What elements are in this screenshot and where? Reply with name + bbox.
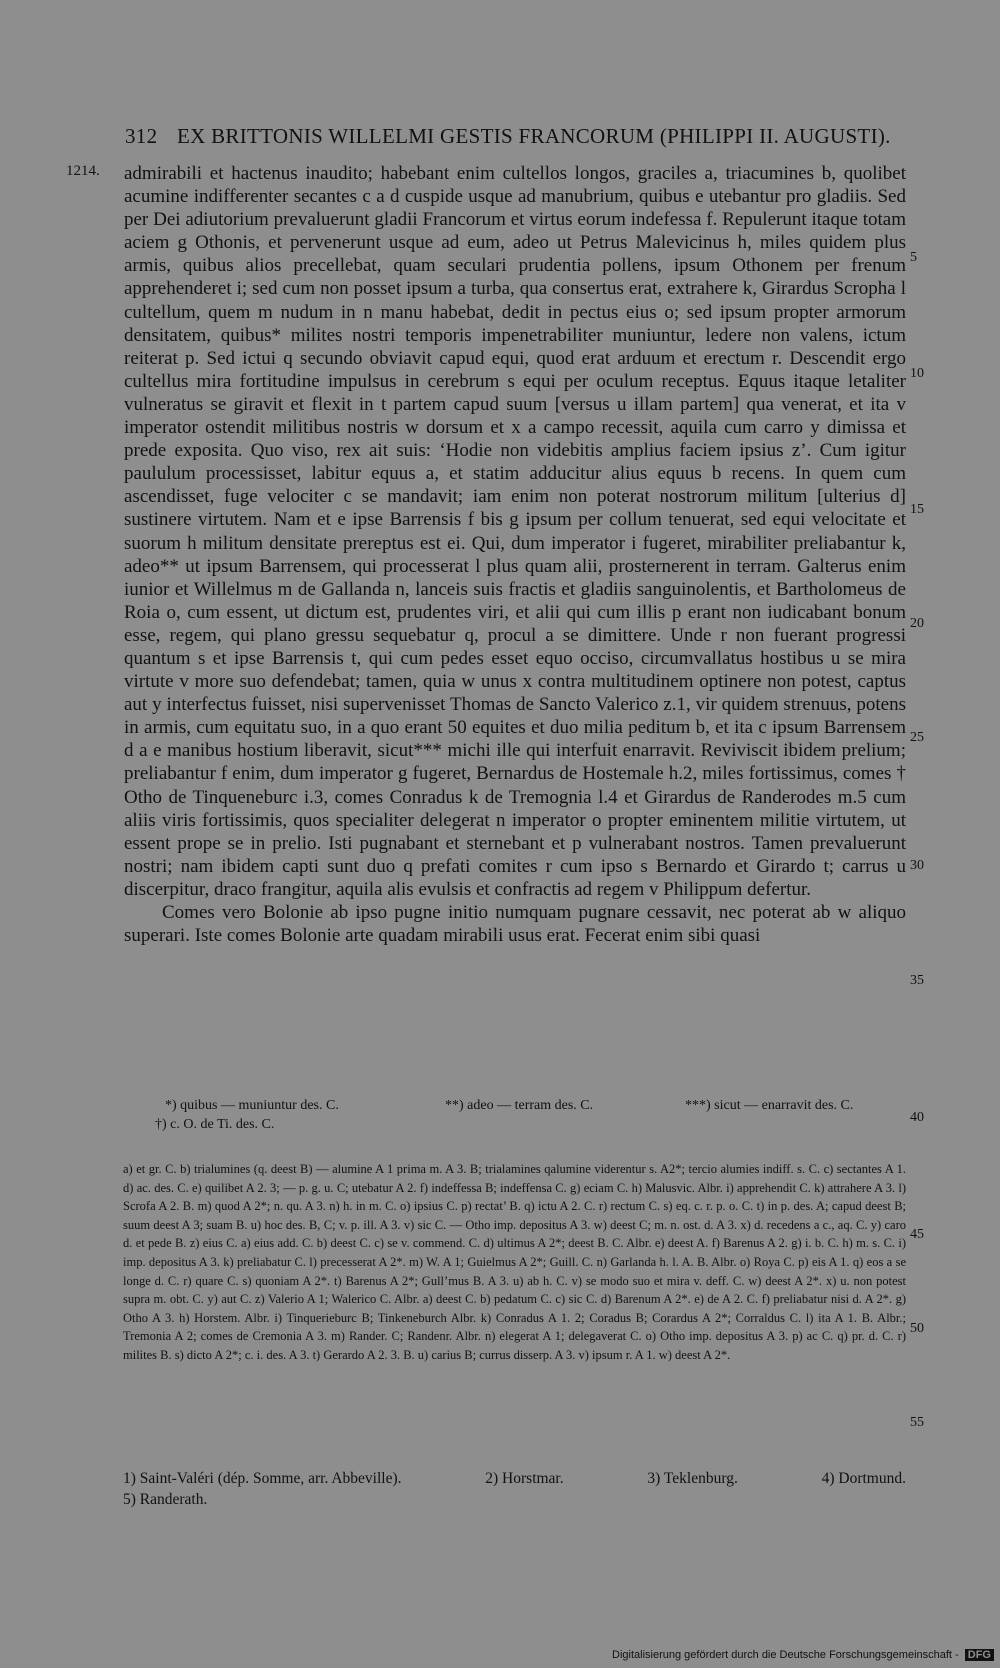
star-note: **) adeo — terram des. C. [445, 1098, 594, 1113]
line-number: 15 [910, 502, 924, 517]
main-paragraph-2: Comes vero Bolonie ab ipso pugne initio numquam pugnare cessavit, nec poterat ab w aliquo superari. Iste comes Bolonie arte quadam mirabili usus erat. Fecerat enim sibi quasi [124, 902, 906, 947]
line-number: 5 [910, 250, 917, 265]
line-number: 40 [910, 1110, 924, 1125]
footnotes [123, 1468, 906, 1510]
main-paragraph-1: admirabili et hactenus inaudito; habebant enim cultellos longos, graciles a, triacumines b, quolibet acumine indifferenter secantes c a d cuspide usque ad manubrium, quibus e utebantur pro gladiis. Sed per Dei adiutorium prevaluerunt gladii Francorum et virtus eorum indefessa f. Repulerunt itaque totam aciem g Othonis, et pervenerunt usque ad eum, adeo ut Petrus Malevicinus h, miles quidem plus armis, quibus alios precellebat, quam seculari prudentia pollens, ipsum Othonem per frenum apprehenderet i; sed cum non posset ipsum a turba, qua consertus erat, extrahere k, Girardus Scropha l cultellum, quem m nudum in n manu habebat, dedit in pectus eius o; sed ipsum propter armorum densitatem, quibus* milites nostri temporis impenetrabiliter muniuntur, ledere non valens, ictum reiterat p. Sed ictui q secundo obviavit capud equi, quod erat arduum et erectum r. Descendit ergo cultellus mira fortitudine impulsus in cerebrum s equi per oculum receptus. Equus itaque letaliter vulneratus se giravit et flexit in t partem capud suum [versus u illam partem] qua venerat, et ita v imperator ostendit militibus nostris w dorsum et x a campo recessit, aquila cum carro y dimissa et prede exposita. Quo viso, rex ait suis: ‘Hodie non videbitis amplius faciem ipsius z’. Cum igitur paululum processisset, labitur equus a, et statim adducitur alius equus b recens. In quem cum ascendisset, fuge velociter c se mandavit; iam enim non poterat nostrorum militum [ulterius d] sustinere virtutem. Nam et e ipse Barrensis f bis g ipsum per collum tenuerat, sed equi velocitate et suorum h militum densitate prereptus est ei. Qui, dum imperator i fugeret, mirabiliter preliabantur k, adeo** ut ipsum Barrensem, qui processerat l plus quam alii, prosternerent in terram. Galterus enim iunior et Willelmus m de Gallanda n, lanceis suis fractis et gladiis sanguinolentis, et Bartholomeus de Roia o, cum essent, ut dictum est, prudentes viri, et alii qui cum illis p erant non iudicabant bonum esse, regem, qui plano gressu sequebatur q, procul a se dimittere. Unde r non fuerant progressi quantum s et ipse Barrensis t, qui cum pedes esset equo occiso, circumvallatus hostibus u se mira virtute v more suo defendebat; tamen, quia w unus x contra multitudinem optinere non potest, captus aut y interfectus fuisset, nisi supervenisset Thomas de Sancto Valerico z.1, vir quidem strenuus, potens in armis, cum equitatu suo, in a quo erant 50 equites et duo milia peditum b, et ita c ipsum Barrensem d a e manibus hostium liberavit, sicut*** michi ille qui interfuit enarravit. Reviviscit ibidem prelium; preliabantur f enim, dum imperator g fugeret, Bernardus de Hostemale h.2, miles fortissimus, comes † Otho de Tinqueneburc i.3, comes Conradus k de Tremognia l.4 et Girardus de Randerodes m.5 cum aliis viris fortissimis, quos specialiter delegerat n imperator o propter eminentem militie virtutem, ut essent prope se in prelio. Isti pugnabant et sternebant et p vulnerabant nostros. Tamen prevaluerunt nostri; nam ibidem capti sunt duo q prefati comites r cum ipso s Bernardo et Girardo t; carrus u discerpitur, draco frangitur, aquila alis evulsis et confractis ad regem v Philippum defertur. [124, 163, 906, 900]
critical-apparatus: a) et gr. C. b) trialumines (q. deest B) — alumine A 1 prima m. A 3. B; trialamines qalumine viderentur s. A2*; tercio alumies indiff. s. C. c) sectantes A 1. d) ac. des. C. e) quilibet A 2. 3; — p. g. u. C; utebatur A 2. f) indeffessa B; indeffensa C. g) eciam C. h) Malusvic. Albr. i) apprehendit C. k) attrahere A 3. l) Scrofa A 2. B. m) quod A 2*; n. qu. A 3. n) h. in m. C. o) ipsius C. p) rectat’ B. q) ictu A 2. C. r) rectum C. s) eq. c. r. p. o. C. t) in p. des. A; capud deest B; suum deest A 3; suam B. u) hoc des. B, C; v. p. ill. A 3. v) sic C. — Otho imp. depositus A 3. w) deest C; m. n. ost. d. A 3. x) d. recedens a c., aq. C. y) caro d. et pede B. z) eius C. a) eius add. C. b) deest C. c) se v. commend. C. d) ultimus A 2*; deest B. C. Albr. e) deest A. f) Barenus A 2. g) i. b. C. h) m. s. C. i) imp. depositus A 3. k) preliabatur C. l) precesserat A 2*. m) W. A 1; Guielmus A 2*; Guill. C. n) Garlanda h. l. A. B. Albr. o) Roya C. p) eis A 1. q) eos a se longe d. C. r) quare C. s) quoniam A 2*. t) Barenus A 2*; Gull’mus B. A 3. u) ab h. C. v) se modo suo et mira v. deff. C. w) deest A 2*. x) u. non potest supra m. obt. C. y) aut C. z) Valerio A 1; Walerico C. Albr. a) deest C. b) pedatum C. c) sic C. d) Barenum A 2*. e) de A 2. C. f) preliabatur nisi d. A 2*. g) Otho A 3. h) Horstem. Albr. i) Tinquerieburc B; Tinkeneburch Albr. k) Conradus A 1. 2; Coradus B; Corardus A 2*; Corraldus C. l) ita A 1. B. Albr.; Tremonia A 2; comes de Cremonia A 3. m) Rander. C; Randenr. Albr. n) elegerat A 1; delegaverat C. o) Otho imp. depositus A 3. p) ac C. q) pr. d. C. r) milites B. s) dicto A 2*; c. i. des. A 3. t) Gerardo A 2. 3. B. u) carius B; currus disserp. A 3. v) ipsum r. A 1. w) deest A 2*. [123, 1162, 906, 1362]
footnote: 1) Saint-Valéri (dép. Somme, arr. Abbeville). [123, 1470, 402, 1487]
footnote: 4) Dortmund. [821, 1470, 906, 1487]
line-number: 25 [910, 730, 924, 745]
star-note: ***) sicut — enarravit des. C. [685, 1098, 854, 1113]
line-number: 10 [910, 366, 924, 381]
star-note: †) c. O. de Ti. des. C. [155, 1117, 275, 1132]
page-header [125, 124, 905, 149]
line-number: 20 [910, 616, 924, 631]
line-number: 55 [910, 1415, 924, 1430]
line-number: 45 [910, 1227, 924, 1242]
funding-footer [560, 1649, 1000, 1661]
main-text [124, 162, 906, 947]
star-notes [155, 1096, 910, 1134]
footnote: 2) Horstmar. [485, 1470, 564, 1487]
funding-text: Digitalisierung gefördert durch die Deutsche Forschungsgemeinschaft - [612, 1649, 959, 1661]
line-number: 30 [910, 858, 924, 873]
dfg-logo: DFG [965, 1649, 994, 1661]
running-title: EX BRITTONIS WILLELMI GESTIS FRANCORUM (PHILIPPI II. AUGUSTI). [176, 124, 891, 148]
line-number: 35 [910, 973, 924, 988]
footnote: 5) Randerath. [123, 1491, 208, 1508]
margin-year: 1214. [66, 163, 100, 179]
page-number: 312 [125, 124, 158, 148]
footnote: 3) Teklenburg. [647, 1470, 738, 1487]
line-number: 50 [910, 1321, 924, 1336]
star-note: *) quibus — muniuntur des. C. [165, 1098, 339, 1113]
